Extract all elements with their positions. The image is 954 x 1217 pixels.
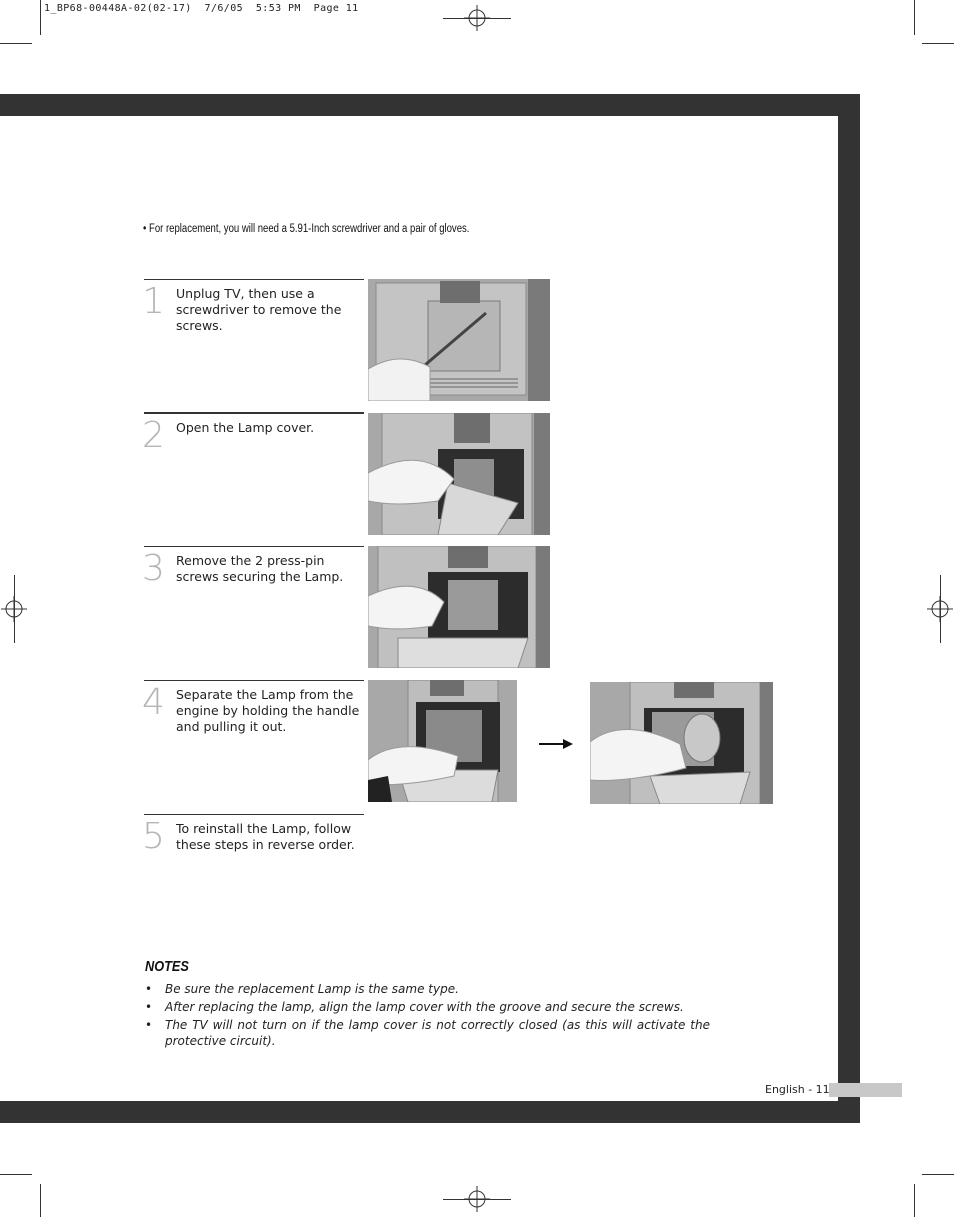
crop-mark [922,1174,954,1175]
step-text: Separate the Lamp from the engine by holding the handle and pulling it out. [176,687,360,734]
photo-step-3 [368,546,550,668]
photo-step-2 [368,413,550,535]
crop-mark [914,0,915,35]
crop-mark [14,575,15,643]
bullet: • [145,1000,153,1014]
step-1 [144,279,364,400]
page-frame-right [838,94,860,1123]
step-text: Open the Lamp cover. [176,420,315,435]
note-item [145,981,710,997]
step-number: 4 [142,682,165,723]
crop-mark [914,1184,915,1217]
notes-title: NOTES [145,958,189,975]
crop-mark [940,575,941,643]
page-frame-bottom [0,1101,860,1123]
step-number: 3 [142,548,165,589]
step-number: 5 [142,816,165,857]
note-text: Be sure the replacement Lamp is the same type. [165,982,459,996]
step-text: To reinstall the Lamp, follow these steps in reverse order. [176,821,355,852]
page-number: English - 11 [765,1083,830,1096]
step-2 [144,412,364,534]
photo-step-4b [590,682,773,804]
step-text: Unplug TV, then use a screwdriver to remove the screws. [176,286,342,333]
arrow-right-icon [539,738,573,750]
crop-mark [40,1184,41,1217]
print-header: 1_BP68-00448A-02(02-17) 7/6/05 5:53 PM Page 11 [44,3,359,14]
step-number: 2 [142,415,165,456]
bullet: • [145,982,153,996]
page-tab [829,1083,902,1097]
crop-mark [0,1174,32,1175]
note-text: After replacing the lamp, align the lamp cover with the groove and secure the screws. [165,1000,684,1014]
crop-mark [443,1199,511,1200]
page-frame-top [0,94,860,116]
photo-step-4a [368,680,517,802]
notes-list [145,981,710,1051]
note-item [145,1017,710,1049]
note-item [145,999,710,1015]
step-text: Remove the 2 press-pin screws securing the Lamp. [176,553,344,584]
crop-mark [443,18,511,19]
photo-step-1 [368,279,550,401]
crop-mark [40,0,41,35]
step-number: 1 [142,281,165,322]
intro-text: • For replacement, you will need a 5.91-Inch screwdriver and a pair of gloves. [143,223,470,235]
bullet: • [145,1018,153,1032]
crop-mark [922,43,954,44]
step-5 [144,814,364,875]
note-text: The TV will not turn on if the lamp cover is not correctly closed (as this will activate the protective circuit). [165,1018,710,1048]
step-3 [144,546,364,667]
step-4 [144,680,364,801]
crop-mark [0,43,32,44]
